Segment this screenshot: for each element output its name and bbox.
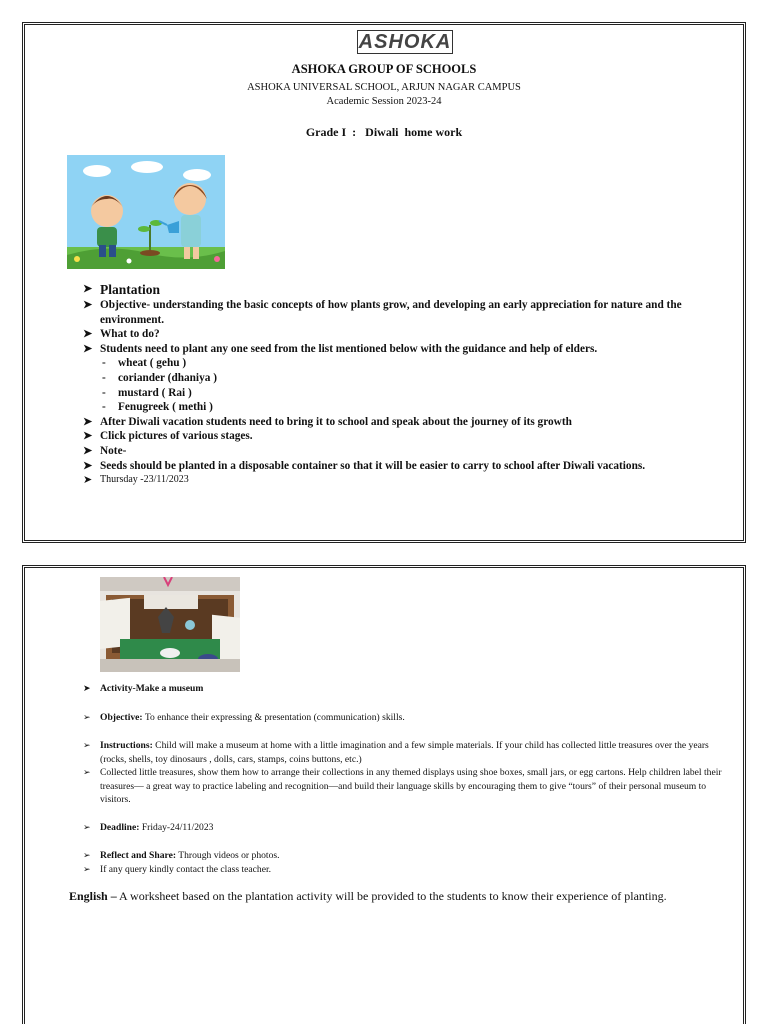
instructions-text: Child will make a museum at home with a little imagination and a few simple materials. If your child has collected little treasures over the years (rocks, shells, toy dinosaurs , dolls, cars, stamps, coins buttons, etc.) <box>100 740 709 765</box>
ashoka-logo: ASHOKA <box>358 30 452 53</box>
campus-name: ASHOKA UNIVERSAL SCHOOL, ARJUN NAGAR CAMPUS <box>247 82 521 93</box>
homework-page-1 <box>22 22 746 543</box>
reflect-label: Reflect and Share: <box>100 850 177 861</box>
activity-title: Activity-Make a museum <box>100 683 204 694</box>
homework-page-2 <box>22 565 746 1024</box>
museum-diorama-photo <box>100 577 240 672</box>
arrow-bullet-icon: ➤ <box>83 430 93 443</box>
english-label: English – <box>69 889 117 903</box>
arrow-bullet-icon: ➤ <box>83 299 93 311</box>
arrow-bullet-icon: ➢ <box>83 712 91 722</box>
arrow-bullet-icon: ➤ <box>83 415 93 428</box>
instructions-label: Instructions: <box>100 740 153 751</box>
arrow-bullet-icon: ➤ <box>83 683 91 693</box>
seed-item: wheat ( gehu ) <box>118 357 187 370</box>
objective-row <box>83 711 733 725</box>
query-text: If any query kindly contact the class teacher. <box>100 863 272 875</box>
seed-item: Fenugreek ( methi ) <box>118 401 213 414</box>
arrow-bullet-icon: ➢ <box>83 850 91 860</box>
due-date-text: Thursday -23/11/2023 <box>100 474 189 486</box>
instructions-rows <box>83 739 733 807</box>
objective-text: Objective- understanding the basic concepts of how plants grow, and developing an early appreciation for nature and the environment. <box>100 299 682 326</box>
kids-planting-illustration <box>67 155 225 269</box>
container-note-text: Seeds should be planted in a disposable container so that it will be easier to carry to school after Diwali vacations. <box>100 459 646 472</box>
arrow-bullet-icon: ➤ <box>83 342 93 355</box>
deadline-text: Friday-24/11/2023 <box>139 822 214 833</box>
note-label: Note- <box>100 444 127 457</box>
arrow-bullet-icon: ➤ <box>83 459 93 472</box>
arrow-bullet-icon: ➤ <box>83 474 93 487</box>
after-diwali-text: After Diwali vacation students need to bring it to school and speak about the journey of its growth <box>100 415 572 428</box>
objective-label: Objective: <box>100 712 143 723</box>
collected-treasures-text: Collected little treasures, show them how to arrange their collections in any themed displays using shoe boxes, small jars, or egg cartons. Help children label their treasures— a great way to practice labeling and recognition—and build their language skills by encouraging them to give “tours” of their personal museum to visitors. <box>100 767 722 806</box>
academic-session: Academic Session 2023-24 <box>326 96 442 107</box>
school-name: ASHOKA GROUP OF SCHOOLS <box>291 62 477 76</box>
seed-item: coriander (dhaniya ) <box>118 371 217 384</box>
arrow-bullet-icon: ➢ <box>83 863 91 874</box>
reflect-text: Through videos or photos. <box>176 850 280 861</box>
arrow-bullet-icon: ➤ <box>83 444 93 457</box>
deadline-label: Deadline: <box>100 822 140 833</box>
click-pictures-text: Click pictures of various stages. <box>100 430 253 443</box>
english-text: A worksheet based on the plantation activity will be provided to the students to know their experience of planting. <box>116 889 667 903</box>
arrow-bullet-icon: ➢ <box>83 822 91 832</box>
plantation-list: ➤ Plantation ➤ Objective- understanding the basic concepts of how plants grow, and developing an early appreciation for nature and the environment. ➤ What to do? ➤ Students need to plant any one seed from the list mentioned below with the guidance and help of elders. - wheat ( gehu ) - coriander (dhaniya ) - mustard ( Rai ) - Fenugreek ( methi ) ➤ After Diwali vacation students need to bring it to school and speak about the journey of its growth ➤ Click pictures of various stages. ➤ Note- ➤ Seeds should be planted in a disposable container so that it will be easier to carry to school after Diwali vacations. ➤ Thursday -23/11/2023 <box>83 281 733 488</box>
activity-heading-row <box>83 682 733 696</box>
arrow-bullet-icon: ➤ <box>83 283 93 295</box>
grade-title: Grade I : Diwali home work <box>305 125 463 139</box>
what-to-do-text: What to do? <box>100 328 160 341</box>
objective-text: To enhance their expressing & presentation (communication) skills. <box>142 712 405 723</box>
instruction-text: Students need to plant any one seed from the list mentioned below with the guidance and help of elders. <box>100 342 598 355</box>
arrow-bullet-icon: ➤ <box>83 328 93 341</box>
reflect-rows <box>83 849 733 876</box>
deadline-row <box>83 821 733 835</box>
seed-item: mustard ( Rai ) <box>118 386 192 399</box>
arrow-bullet-icon: ➢ <box>83 740 91 750</box>
arrow-bullet-icon: ➢ <box>83 767 91 778</box>
english-note <box>69 889 739 904</box>
plantation-heading: Plantation <box>100 282 161 297</box>
